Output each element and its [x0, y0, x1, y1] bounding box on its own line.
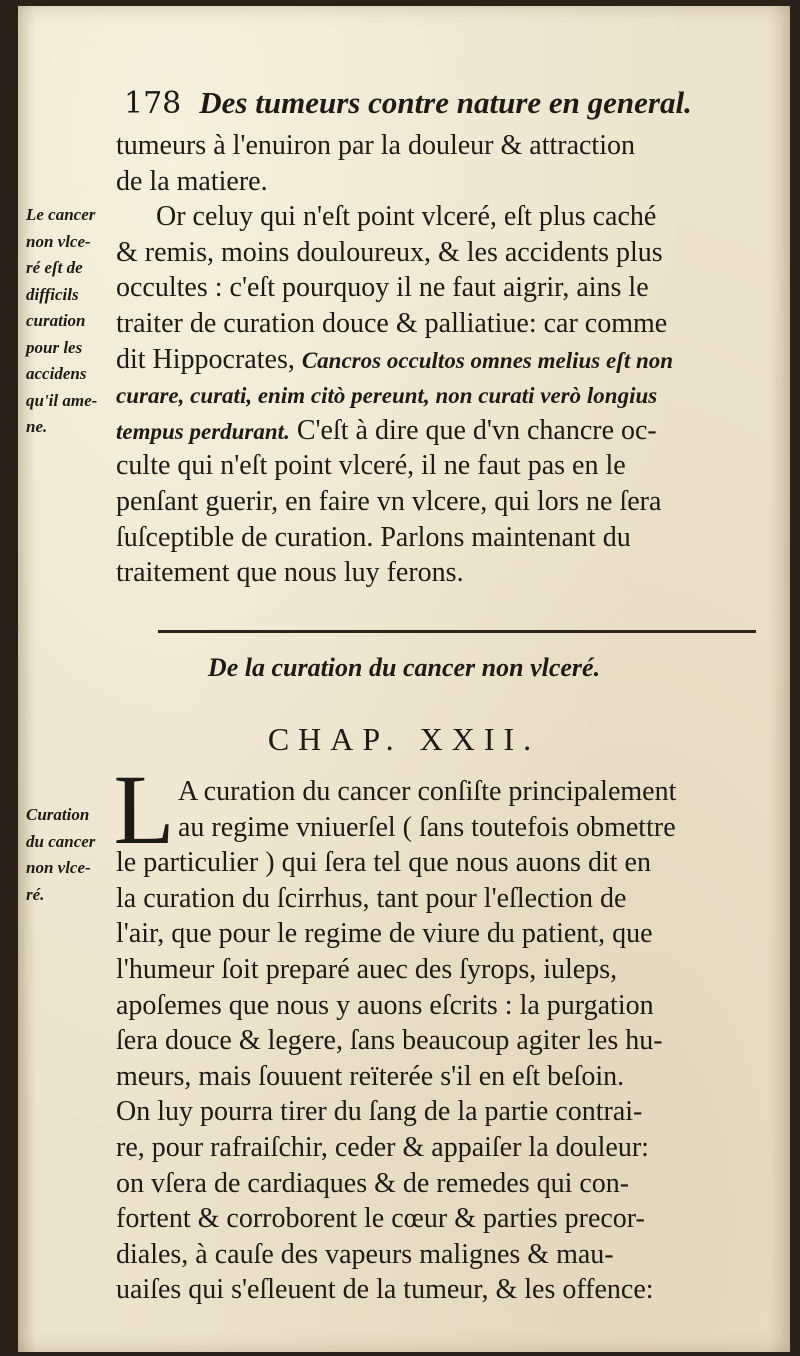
- text-line: ſuſceptible de curation. Parlons maintenant du: [116, 521, 631, 553]
- margin-note-line: Curation: [26, 805, 90, 824]
- text-line: [116, 342, 776, 378]
- margin-note-curation: [26, 802, 118, 908]
- text-line: diales, à cauſe des vapeurs malignes & mau-: [116, 1238, 614, 1270]
- running-header: [124, 78, 764, 128]
- text-line: on vſera de cardiaques & de remedes qui con-: [116, 1167, 630, 1199]
- page-number: 178: [124, 86, 182, 121]
- text-line: A curation du cancer conſiſte principalement: [178, 776, 677, 807]
- text-line: apoſemes que nous y auons eſcrits : la purgation: [116, 989, 654, 1021]
- margin-note-line: non vlce-: [26, 231, 91, 251]
- running-title: Des tumeurs contre nature en general.: [199, 85, 692, 120]
- margin-note-line: Le cancer: [26, 205, 96, 224]
- text-line: l'humeur ſoit preparé auec des ſyrops, iuleps,: [116, 953, 618, 985]
- paragraph-2: [116, 774, 776, 1308]
- margin-note-line: difficils: [26, 284, 79, 304]
- text-fragment: C'eſt à dire que d'vn chancre oc-: [296, 414, 657, 446]
- margin-note-line: du cancer: [26, 831, 96, 851]
- paragraph-1: [116, 128, 776, 591]
- margin-note-line: pour les: [26, 337, 83, 357]
- margin-note-line: qu'il ame-: [26, 390, 98, 410]
- margin-note-cancer: [26, 202, 118, 441]
- text-line: culte qui n'eſt point vlceré, il ne faut pas en le: [116, 450, 626, 482]
- margin-note-line: accidens: [26, 364, 87, 383]
- margin-note-line: non vlce-: [26, 858, 91, 877]
- text-line: meurs, mais ſouuent reïterée s'il en eſt beſoin.: [116, 1060, 625, 1092]
- text-fragment: dit Hippocrates,: [116, 343, 295, 375]
- text-line: Or celuy qui n'eſt point vlceré, eſt plus caché: [156, 201, 657, 233]
- text-line: & remis, moins douloureux, & les accidents plus: [116, 236, 663, 268]
- section-title: De la curation du cancer non vlceré.: [207, 653, 601, 682]
- text-line: tumeurs à l'enuiron par la douleur & attraction: [116, 130, 635, 161]
- drop-cap: L: [113, 754, 175, 865]
- margin-note-line: ne.: [26, 417, 48, 436]
- margin-note-line: curation: [26, 311, 86, 330]
- text-line: le particulier ) qui ſera tel que nous auons dit en: [116, 847, 651, 879]
- text-line: occultes : c'eſt pourquoy il ne faut aigrir, ains le: [116, 272, 649, 304]
- text-line: On luy pourra tirer du ſang de la partie contrai-: [116, 1096, 643, 1128]
- text-line: penſant guerir, en faire vn vlcere, qui lors ne ſera: [116, 485, 662, 517]
- text-line: de la matiere.: [116, 165, 268, 197]
- text-line: traitement que nous luy ferons.: [116, 557, 464, 589]
- text-line: [116, 413, 776, 449]
- book-page: [18, 6, 790, 1352]
- latin-quote: curare, curati, enim citò pereunt, non curati verò longius: [116, 383, 658, 409]
- text-line: [116, 377, 776, 413]
- text-line: la curation du ſcirrhus, tant pour l'eſlection de: [116, 882, 627, 914]
- text-line: ſera douce & legere, ſans beaucoup agiter les hu-: [116, 1025, 663, 1057]
- section-divider: [158, 630, 756, 633]
- latin-quote: tempus perdurant.: [116, 418, 290, 444]
- text-line: fortent & corroborent le cœur & parties precor-: [116, 1203, 645, 1235]
- latin-quote: Cancros occultos omnes melius eſt non: [301, 347, 674, 373]
- text-line: uaiſes qui s'eſleuent de la tumeur, & les offence:: [116, 1274, 654, 1306]
- text-line: l'air, que pour le regime de viure du patient, que: [116, 918, 653, 950]
- margin-note-line: ré eſt de: [26, 258, 83, 277]
- chapter-heading: CHAP. XXII.: [267, 721, 541, 757]
- text-line: re, pour rafraiſchir, ceder & appaiſer la douleur:: [116, 1131, 649, 1163]
- text-line: au regime vniuerſel ( ſans toutefois obmettre: [178, 811, 676, 843]
- margin-note-line: ré.: [26, 884, 45, 904]
- text-line: traiter de curation douce & palliatiue: car comme: [116, 307, 668, 339]
